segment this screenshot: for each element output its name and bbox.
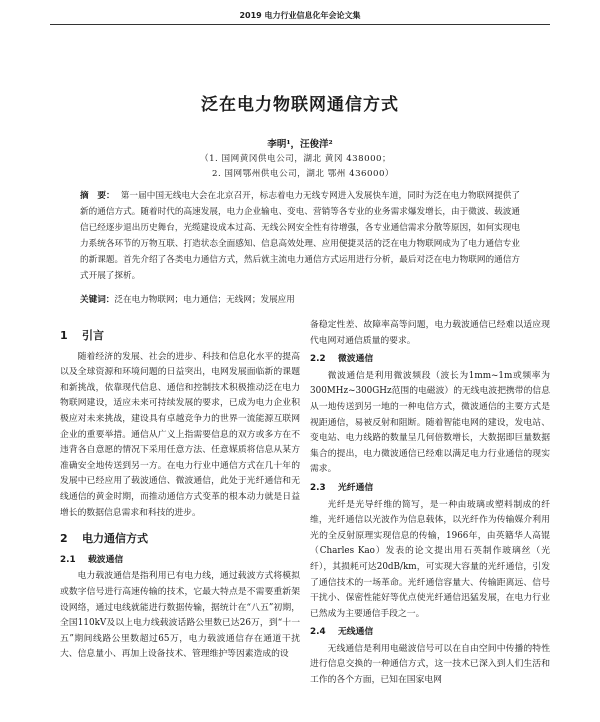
paragraph: 随着经济的发展、社会的进步、科技和信息化水平的提高以及全球资源和环境问题的日益突出，电网发展面临新的课题和新挑战，依靠现代信息、通信和控制技术积极推动泛在电力物联网建设，适应未来可持续发展的要求，已成为电力企业积极应对未来挑战，建设具有卓越竞争力的世界一流能源互联网企业的重要举措。通信从广义上指需要信息的双方或多方在不违背各自意愿的情况下采用任意方法、任意媒质将信息从某方准确安全地传送到另一方。在电力行业中通信方式在几十年的发展中已经应用了载波通信、微波通信，此处于光纤通信和无线通信的黄金时期，而推动通信方式变革的根本动力就是日益增长的数据信息需求和科技的进步。	[60, 351, 300, 518]
keywords-text: 泛在电力物联网；电力通信；无线网；发展应用	[114, 295, 295, 305]
subsection-number: 2.1	[60, 554, 76, 565]
paragraph: 电力载波通信是指利用已有电力线，通过载波方式将模拟或数字信号进行高速传输的技术，它最大特点是不需要重新架设网络，通过电线就能进行数据传输，据统计在“八五”初期，全国110kV及以上电力线载波话路公里数已达26万，到“十一五”期间线路公里数超过65万，电力载波通信存在通道干扰大、信息量小、再加上设备技术、管理维护等因素造成的设	[60, 571, 300, 660]
abstract-label: 摘 要：	[80, 191, 115, 201]
keywords	[80, 293, 520, 307]
subsection-title: 载波通信	[88, 554, 124, 565]
section-1-heading	[60, 328, 300, 344]
header-rule	[50, 24, 550, 25]
subsection-number: 2.2	[310, 354, 326, 365]
affiliation-2: 2. 国网鄂州供电公司，湖北 鄂州 436000）	[212, 169, 395, 179]
authors: 李明¹，汪俊洋²	[267, 139, 333, 150]
paragraph: 微波通信是利用微波频段（波长为1mm~1m或频率为300MHz~300GHz范围的电磁波）的无线电波把携带的信息从一地传送到另一地的一种电信方式，微波通信的主要方式是视距通信，易被反射和阻断。随着智能电网的建设，发电站、变电站、电力线路的数量呈几何倍数增长，大数据即巨量数据集合的提出，电力微波通信已经难以满足电力行业通信的现实需求。	[310, 370, 550, 475]
left-column	[60, 318, 300, 722]
section-2-heading	[60, 531, 300, 547]
subsection-number: 2.3	[310, 482, 326, 493]
subsection-number: 2.4	[310, 627, 326, 638]
section-title: 引言	[82, 329, 104, 342]
subsection-2-2-heading	[310, 352, 550, 368]
subsection-2-1-heading	[60, 553, 300, 569]
paragraph-continued: 备稳定性差、故障率高等问题，电力载波通信已经难以适应现代电网对通信质量的要求。	[310, 320, 550, 346]
running-head: 2019 电力行业信息化年会论文集	[239, 11, 361, 20]
subsection-title: 无线通信	[338, 627, 374, 638]
paragraph: 无线通信是利用电磁波信号可以在自由空间中传播的特性进行信息交换的一种通信方式，这一技术已深入到人们生活和工作的各个方面，已知在国家电网	[310, 643, 550, 686]
subsection-title: 光纤通信	[338, 482, 374, 493]
paragraph: 光纤是光导纤维的简写，是一种由玻璃或塑料制成的纤维，光纤通信以光波作为信息载体，以光纤作为传输媒介利用光的全反射原理实现信息的传输，1966年，由英籍华人高锟（Charles Kao）发表的论文提出用石英制作玻璃丝（光纤），其损耗可达20dB/km，可实现大容量的光纤通信，引发了通信技术的一场革命。光纤通信容量大、传输距离远、信号干扰小、保密性能好等优点使光纤通信迅猛发展，在电力行业已然成为主要通信手段之一。	[310, 499, 550, 619]
section-number: 2	[60, 532, 68, 546]
abstract-text: 第一届中国无线电大会在北京召开，标志着电力无线专网进入发展快车道，同时为泛在电力物联网提供了新的通信方式。随着时代的高速发展，电力企业输电、变电、营销等各专业的业务需求爆发增长，由于微波、载波通信已经逐步退出历史舞台，光缆建设成本过高、无线公网安全性有待增强，各专业通信需求分散等原因，如何实现电力系统各环节的万物互联、打造状态全面感知、信息高效处理、应用便捷灵活的泛在电力物联网成为了电力通信专业的新课题。首先介绍了各类电力通信方式，然后就主流电力通信方式运用进行分析，最后对泛在电力物联网的通信方式开展了探析。	[80, 191, 520, 281]
subsection-2-4-heading	[310, 625, 550, 641]
right-column	[310, 318, 550, 722]
affiliation-1: （1. 国网黄冈供电公司，湖北 黄冈 438000；	[200, 154, 392, 164]
subsection-2-3-heading	[310, 481, 550, 497]
section-number: 1	[60, 329, 68, 342]
abstract	[80, 188, 520, 284]
subsection-title: 微波通信	[338, 354, 374, 365]
paper-title: 泛在电力物联网通信方式	[201, 95, 399, 115]
section-title: 电力通信方式	[82, 532, 148, 546]
keywords-label: 关键词：	[80, 295, 115, 305]
